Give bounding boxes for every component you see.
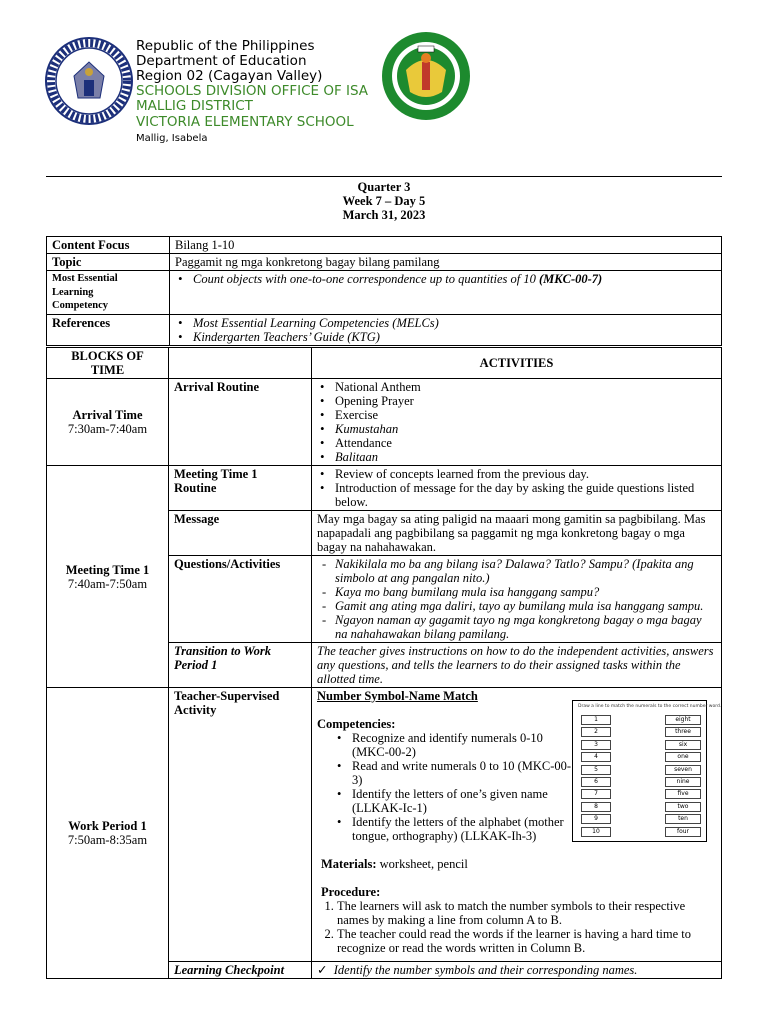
worksheet-number: 6 xyxy=(581,777,611,787)
block-name: Arrival Time xyxy=(72,408,143,422)
header-text: TIME xyxy=(90,363,125,377)
block-time: 7:40am-7:50am xyxy=(67,576,148,591)
activity-title: Number Symbol-Name Match xyxy=(317,689,478,703)
content-focus-row xyxy=(47,237,722,254)
block-time: 7:30am-7:40am xyxy=(67,422,148,436)
list-item: • Balitaan xyxy=(331,450,716,464)
topic-label: Topic xyxy=(47,254,170,271)
header-address: Mallig, Isabela xyxy=(136,133,208,144)
label-line: Period 1 xyxy=(174,658,218,672)
worksheet-word: ten xyxy=(665,814,701,824)
references-label: References xyxy=(47,314,170,345)
questions-list xyxy=(312,556,722,643)
melc-row xyxy=(47,271,722,315)
content-focus-label: Content Focus xyxy=(47,237,170,254)
list-item: - Kaya mo bang bumilang mula isa hanggang sampu? xyxy=(333,585,716,599)
worksheet-number: 2 xyxy=(581,727,611,737)
melc-label-line: Most Essential xyxy=(52,273,118,284)
block-name: Meeting Time 1 xyxy=(65,562,150,577)
meeting-routine-row xyxy=(47,466,722,511)
materials-value: worksheet, pencil xyxy=(379,857,468,871)
label-line: Meeting Time 1 xyxy=(174,467,258,481)
transition-text: The teacher gives instructions on how to do the independent activities, answers any questions, and tells the learners to do their assigned tasks within the allotted time. xyxy=(312,643,722,688)
topic-row xyxy=(47,254,722,271)
list-item: • Read and write numerals 0 to 10 (MKC-00-3) xyxy=(348,759,578,787)
block-time: 7:50am-8:35am xyxy=(67,833,148,847)
checkpoint-text xyxy=(312,962,722,979)
label-line: Routine xyxy=(174,481,217,495)
header-division-office: SCHOOLS DIVISION OFFICE OF ISA xyxy=(136,83,369,99)
worksheet-word: six xyxy=(665,740,701,750)
materials-label: Materials: xyxy=(321,857,377,871)
list-item: • Attendance xyxy=(331,436,716,450)
schedule-table xyxy=(46,347,722,979)
arrival-routine-label: Arrival Routine xyxy=(169,379,312,466)
label-line: Transition to Work xyxy=(174,644,272,658)
title-week: Week 7 – Day 5 xyxy=(342,194,426,208)
list-item: 2. The teacher could read the words if the learner is having a hard time to recognize or read the words written in Column B. xyxy=(337,927,716,955)
division-seal-logo xyxy=(380,30,472,122)
worksheet-word: three xyxy=(665,727,701,737)
message-label: Message xyxy=(169,511,312,556)
melc-item xyxy=(189,272,716,286)
competencies-label: Competencies: xyxy=(317,717,396,731)
melc-label xyxy=(47,271,170,315)
schedule-header-row xyxy=(47,348,722,379)
content-focus-value: Bilang 1-10 xyxy=(170,237,722,254)
list-item: • Review of concepts learned from the previous day. xyxy=(331,467,716,481)
list-item: • Exercise xyxy=(331,408,716,422)
block-name: Work Period 1 xyxy=(68,819,147,833)
worksheet-number: 3 xyxy=(581,740,611,750)
questions-label: Questions/Activities xyxy=(169,556,312,643)
blank-header xyxy=(169,348,312,379)
melc-label-line: Competency xyxy=(52,300,108,311)
list-item: - Ngayon naman ay gagamit tayo ng mga kongkretong bagay o mga bagay na nahahawakan bilang pamilang. xyxy=(333,613,716,641)
references-value xyxy=(170,314,722,345)
worksheet-word: five xyxy=(665,789,701,799)
arrival-row xyxy=(47,379,722,466)
worksheet-word: four xyxy=(665,827,701,837)
list-item: - Gamit ang ating mga daliri, tayo ay bumilang mula isa hanggang sampu. xyxy=(333,599,716,613)
info-table xyxy=(46,236,722,346)
work-activity-label xyxy=(169,688,312,962)
melc-label-line: Learning xyxy=(52,286,94,298)
work-block xyxy=(47,688,169,979)
list-item: • National Anthem xyxy=(331,380,716,394)
worksheet-image xyxy=(572,700,722,842)
blocks-of-time-header xyxy=(47,348,169,379)
checkpoint-value: Identify the number symbols and their corresponding names. xyxy=(333,963,638,977)
header-district: MALLIG DISTRICT xyxy=(136,98,253,114)
melc-value xyxy=(170,271,722,315)
list-item: • Opening Prayer xyxy=(331,394,716,408)
list-item: • Recognize and identify numerals 0-10 (MKC-00-2) xyxy=(348,731,578,759)
topic-value: Paggamit ng mga konkretong bagay bilang pamilang xyxy=(170,254,722,271)
label-line: Teacher-Supervised xyxy=(174,689,280,703)
meeting-routine-label xyxy=(169,466,312,511)
worksheet-number: 1 xyxy=(581,715,611,725)
transition-label xyxy=(169,643,312,688)
worksheet-word: one xyxy=(665,752,701,762)
deped-seal-logo xyxy=(44,36,134,126)
procedure-label: Procedure: xyxy=(321,885,381,899)
activities-header: ACTIVITIES xyxy=(312,348,722,379)
worksheet-instruction: Draw a line to match the numerals to the correct number word. xyxy=(578,704,722,709)
title-quarter: Quarter 3 xyxy=(357,180,411,194)
meeting-routine-items xyxy=(312,466,722,511)
arrival-block xyxy=(47,379,169,466)
header-divider xyxy=(46,176,722,177)
worksheet-word: seven xyxy=(665,765,701,775)
melc-code: (MKC-00-7) xyxy=(539,272,603,286)
list-item: • Identify the letters of the alphabet (mother tongue, orthography) (LLKAK-Ih-3) xyxy=(348,815,578,843)
worksheet-number: 4 xyxy=(581,752,611,762)
worksheet-word: eight xyxy=(665,715,701,725)
melc-text: Count objects with one-to-one correspondence up to quantities of 10 xyxy=(193,272,536,286)
checkpoint-label: Learning Checkpoint xyxy=(169,962,312,979)
message-text: May mga bagay sa ating paligid na maaari mong gamitin sa pagbibilang. Mas napapadali ang pagbibilang sa paggamit ng mga konkretong bagay o mga bagay na nahahawakan. xyxy=(312,511,722,556)
list-item: - Nakikilala mo ba ang bilang isa? Dalawa? Tatlo? Sampu? (Ipakita ang simbolo at ang pangalan nito.) xyxy=(333,557,716,585)
references-row xyxy=(47,314,722,345)
worksheet-word: two xyxy=(665,802,701,812)
label-line: Activity xyxy=(174,703,217,717)
header-region: Region 02 (Cagayan Valley) xyxy=(136,68,323,84)
list-item: • Kumustahan xyxy=(331,422,716,436)
worksheet-number: 7 xyxy=(581,789,611,799)
worksheet-word: nine xyxy=(665,777,701,787)
check-icon: ✓ xyxy=(317,963,328,977)
worksheet-number: 9 xyxy=(581,814,611,824)
header-text: BLOCKS OF xyxy=(71,349,144,363)
list-item: • Identify the letters of one’s given name (LLKAK-Ic-1) xyxy=(348,787,578,815)
reference-item: • Kindergarten Teachers’ Guide (KTG) xyxy=(189,330,716,344)
meeting-block xyxy=(47,466,169,688)
materials-line xyxy=(321,857,716,871)
worksheet-number: 5 xyxy=(581,765,611,775)
list-item: • Introduction of message for the day by asking the guide questions listed below. xyxy=(331,481,716,509)
arrival-items xyxy=(312,379,722,466)
list-item: 1. The learners will ask to match the number symbols to their respective names by making a line from column A to B. xyxy=(337,899,716,927)
worksheet-number: 8 xyxy=(581,802,611,812)
title-date: March 31, 2023 xyxy=(342,208,426,222)
header-republic: Republic of the Philippines xyxy=(136,38,315,54)
worksheet-number: 10 xyxy=(581,827,611,837)
header-department: Department of Education xyxy=(136,53,307,69)
reference-item: • Most Essential Learning Competencies (MELCs) xyxy=(189,316,716,330)
header-school: VICTORIA ELEMENTARY SCHOOL xyxy=(136,114,354,130)
